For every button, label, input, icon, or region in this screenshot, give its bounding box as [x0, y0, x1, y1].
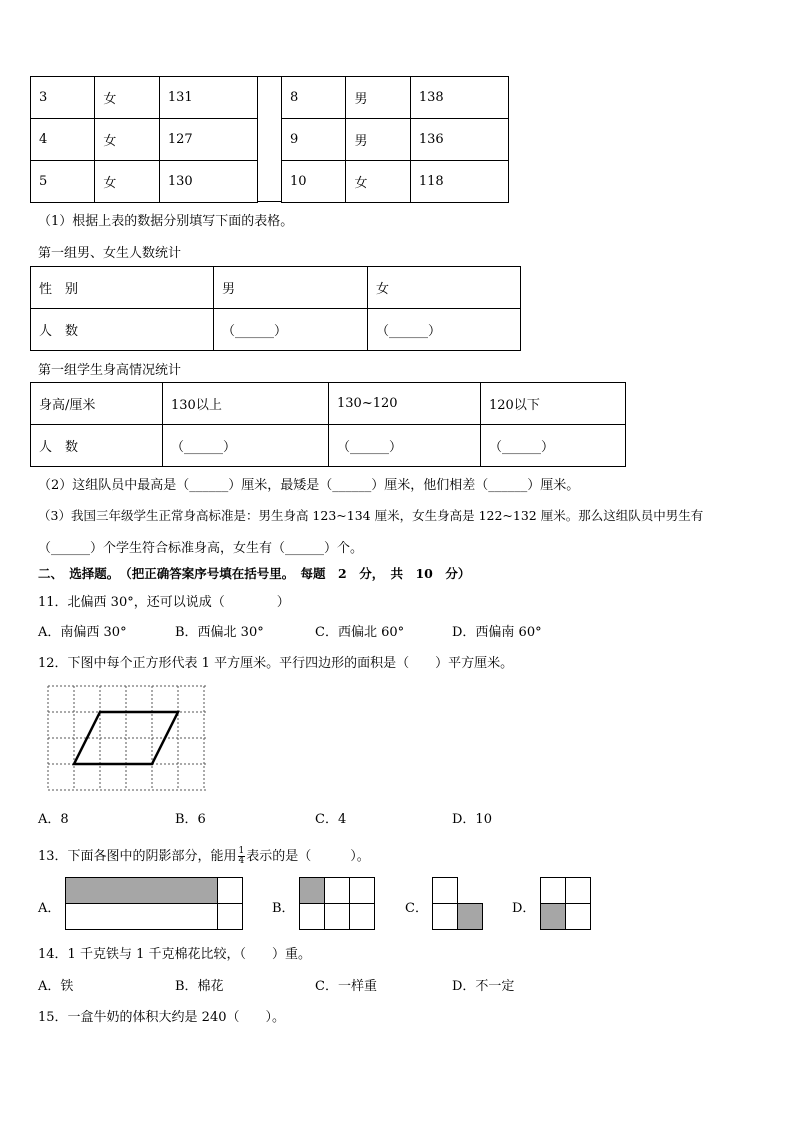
q13-figure-a: [65, 877, 243, 930]
q2-text: （2）这组队员中最高是（______）厘米，最矮是（______）厘米，他们相差（______）厘米。: [38, 478, 580, 493]
q14-option-b[interactable]: B．棉花: [175, 979, 224, 994]
cell: 130~120: [329, 383, 481, 425]
q11-option-d[interactable]: D．西偏南 60°: [452, 625, 542, 640]
cell: 女: [95, 119, 159, 161]
q12-option-a[interactable]: A．8: [38, 812, 69, 827]
q12-option-d[interactable]: D．10: [452, 812, 492, 827]
cell: 131: [159, 77, 257, 119]
fraction-numerator: 1: [238, 846, 245, 856]
q13-figure-c: [432, 877, 483, 930]
cell: 女: [346, 161, 410, 203]
cell: 女: [95, 77, 159, 119]
q11-stem: 11．北偏西 30°，还可以说成（ ）: [38, 595, 290, 610]
cell: 人 数: [31, 425, 163, 467]
q13-label-b[interactable]: B．: [272, 901, 295, 916]
cell: 4: [31, 119, 95, 161]
top-table-left: [30, 76, 258, 203]
cell: 人 数: [31, 309, 214, 351]
q12-option-b[interactable]: B．6: [175, 812, 206, 827]
q13-label-d[interactable]: D．: [512, 901, 536, 916]
q3-text-line2: （______）个学生符合标准身高，女生有（______）个。: [38, 541, 364, 556]
answer-blank[interactable]: （______）: [214, 309, 368, 351]
q14-option-c[interactable]: C．一样重: [315, 979, 377, 994]
cell: 女: [95, 161, 159, 203]
fraction-denominator: 4: [238, 856, 245, 866]
cell: 8: [282, 77, 346, 119]
q14-option-d[interactable]: D．不一定: [452, 979, 515, 994]
cell: 130: [159, 161, 257, 203]
q13-stem-post: 表示的是（ ）。: [246, 849, 370, 864]
parallelogram-grid-figure: [44, 683, 210, 795]
q13-figure-d: [540, 877, 591, 930]
height-table-caption: 第一组学生身高情况统计: [38, 363, 182, 378]
cell: 10: [282, 161, 346, 203]
q11-option-b[interactable]: B．西偏北 30°: [175, 625, 264, 640]
cell: 127: [159, 119, 257, 161]
q13-stem-pre: 13．下面各图中的阴影部分，能用: [38, 849, 237, 864]
height-table: [30, 382, 626, 467]
cell: 138: [410, 77, 508, 119]
q12-stem: 12．下图中每个正方形代表 1 平方厘米。平行四边形的面积是（ ）平方厘米。: [38, 656, 514, 671]
table-gap-column: [258, 76, 281, 202]
q11-option-a[interactable]: A．南偏西 30°: [38, 625, 127, 640]
q15-stem: 15．一盒牛奶的体积大约是 240（ ）。: [38, 1010, 285, 1025]
cell: 118: [410, 161, 508, 203]
answer-blank[interactable]: （______）: [481, 425, 626, 467]
cell: 3: [31, 77, 95, 119]
answer-blank[interactable]: （______）: [163, 425, 329, 467]
gender-table: [30, 266, 521, 351]
answer-blank[interactable]: （______）: [368, 309, 521, 351]
q13-stem: [38, 845, 370, 866]
cell: 男: [346, 77, 410, 119]
cell: 9: [282, 119, 346, 161]
cell: 130以上: [163, 383, 329, 425]
gender-table-caption: 第一组男、女生人数统计: [38, 246, 182, 261]
q11-option-c[interactable]: C．西偏北 60°: [315, 625, 405, 640]
cell: 男: [214, 267, 368, 309]
section-heading: 二、 选择题。 （把正确答案序号填在括号里。 每题 2 分， 共 10 分）: [38, 566, 471, 581]
q13-label-a[interactable]: A．: [38, 901, 61, 916]
cell: 身高/厘米: [31, 383, 163, 425]
q12-option-c[interactable]: C．4: [315, 812, 347, 827]
q3-text-line1: （3）我国三年级学生正常身高标准是：男生身高 123~134 厘米，女生身高是 122~132 厘米。那么这组队员中男生有: [38, 508, 704, 523]
dotted-grid: [48, 686, 206, 790]
q13-figure-b: [299, 877, 375, 930]
cell: 120以下: [481, 383, 626, 425]
cell: 136: [410, 119, 508, 161]
cell: 女: [368, 267, 521, 309]
fraction: [238, 847, 246, 866]
answer-blank[interactable]: （______）: [329, 425, 481, 467]
q1-instruction: （1）根据上表的数据分别填写下面的表格。: [38, 214, 294, 229]
cell: 男: [346, 119, 410, 161]
q14-option-a[interactable]: A．铁: [38, 979, 74, 994]
cell: 性 别: [31, 267, 214, 309]
q13-label-c[interactable]: C．: [405, 901, 428, 916]
top-table-right: [281, 76, 509, 203]
q14-stem: 14．1 千克铁与 1 千克棉花比较，（ ）重。: [38, 947, 311, 962]
cell: 5: [31, 161, 95, 203]
